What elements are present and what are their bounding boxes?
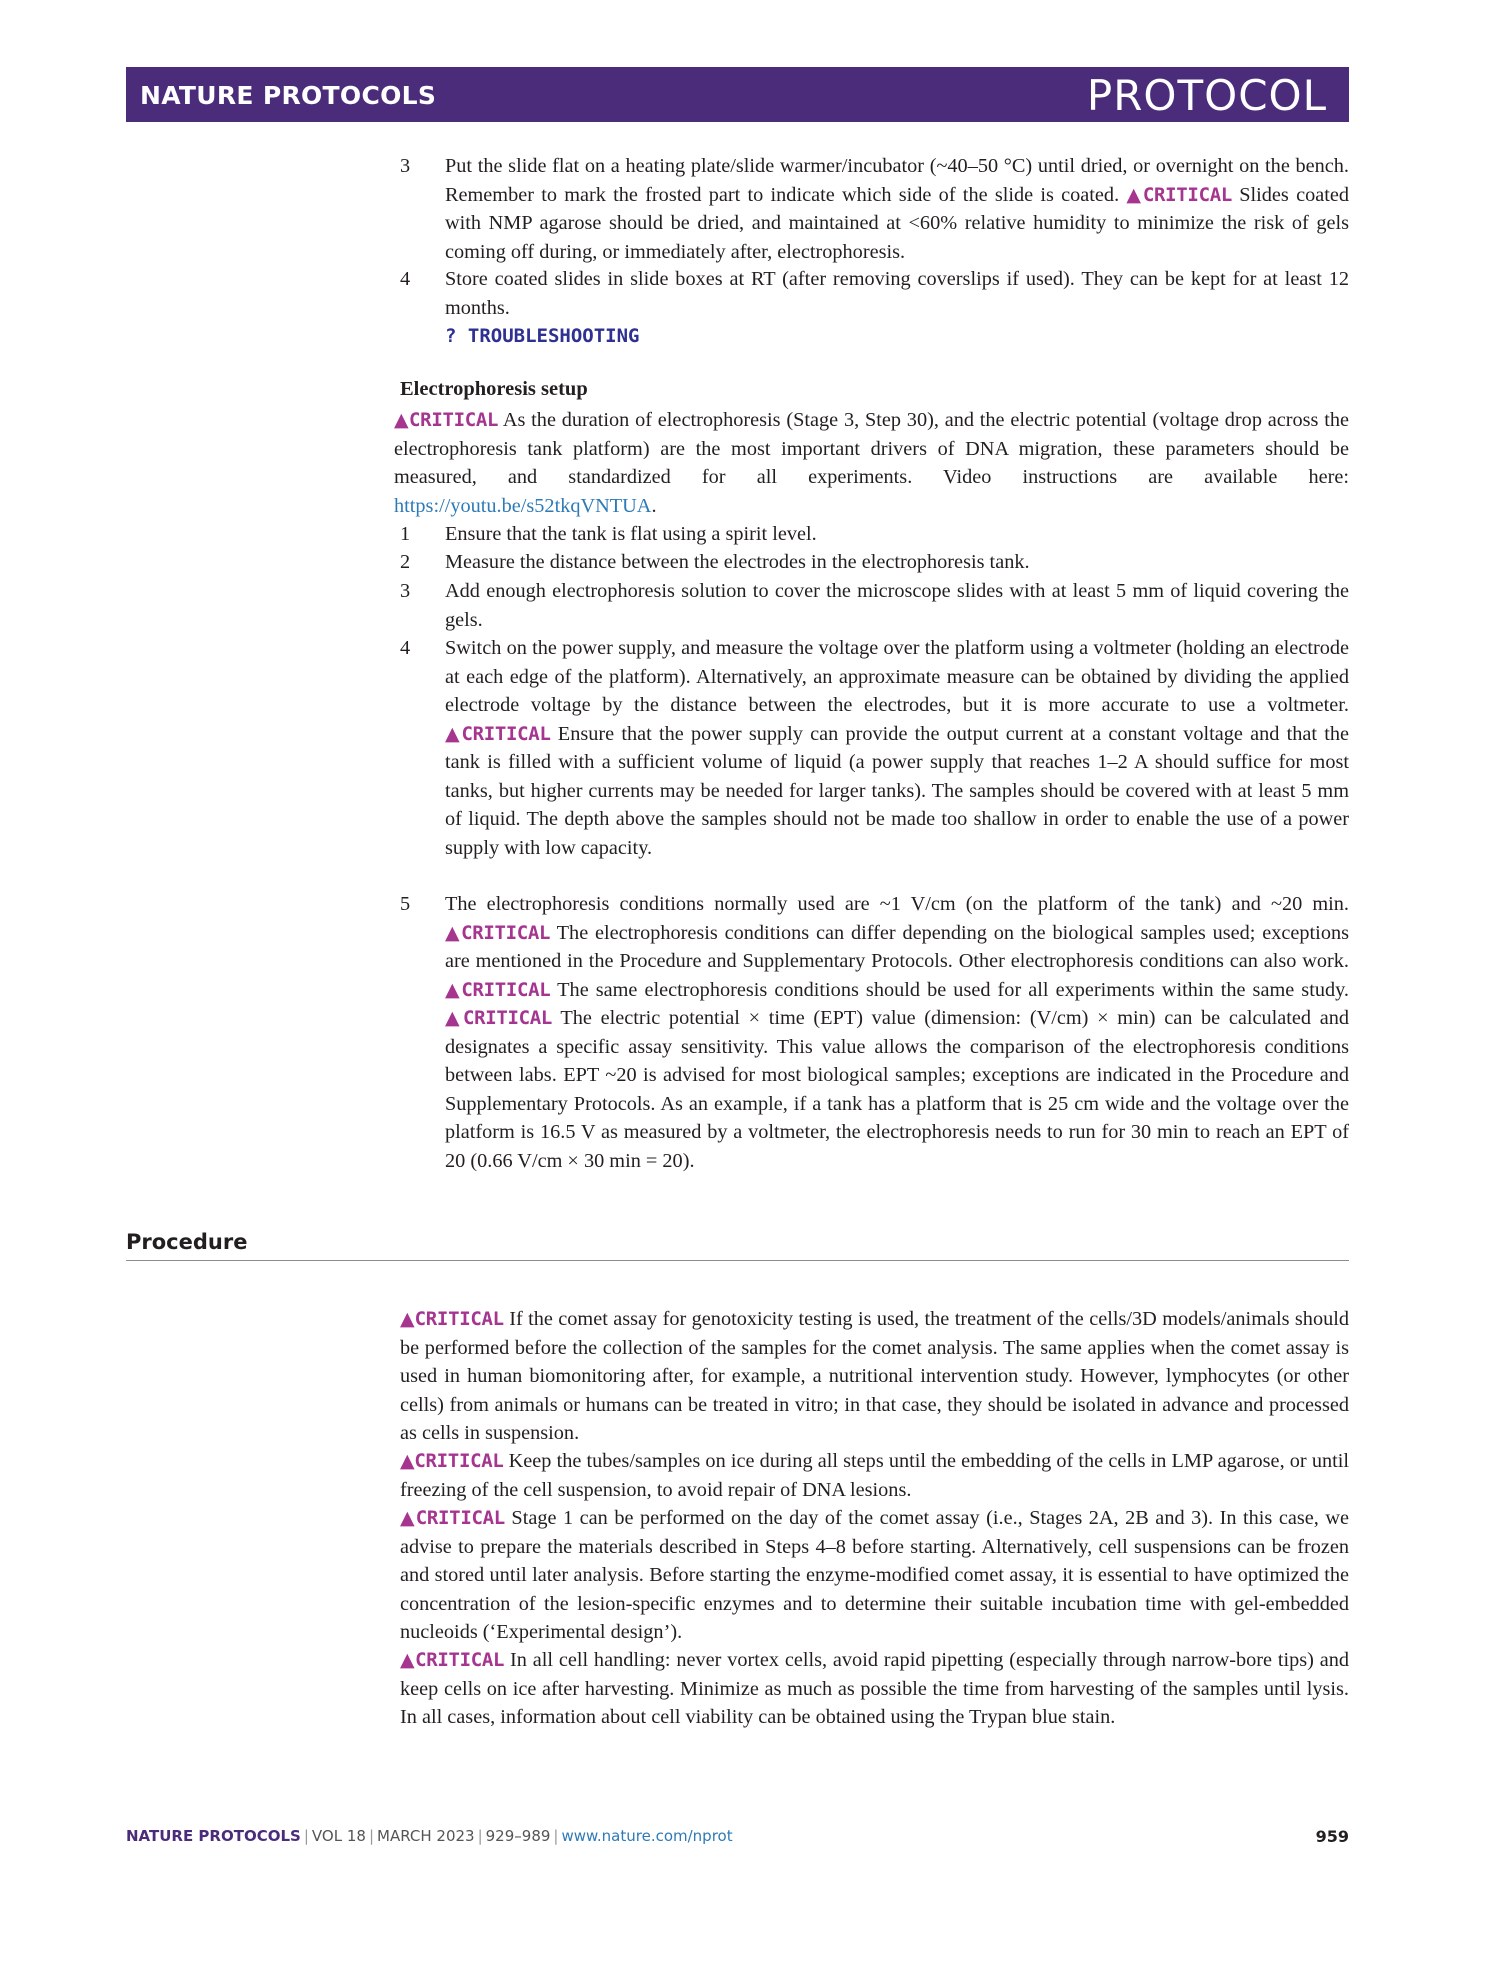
critical-label: ▲CRITICAL [400, 1308, 504, 1330]
electro-step-5: 5 The electrophoresis conditions normally used are ~1 V/cm (on the platform of the tank) and ~20 min. ▲CRITICAL The electrophoresis conditions can differ depending on the biological samples used; exceptions are mentioned in the Procedure and Supplementary Protocols. Other electrophoresis conditions can also work. ▲CRITICAL The same electrophoresis conditions should be used for all experiments within the same study. ▲CRITICAL The electric potential × time (EPT) value (dimension: (V/cm) × min) can be calculated and designates a specific assay sensitivity. This value allows the comparison of the electrophoresis conditions between labs. EPT ~20 is advised for most biological samples; exceptions are indicated in the Procedure and Supplementary Protocols. As an example, if a tank has a platform that is 25 cm wide and the voltage over the platform is 16.5 V as measured by a voltmeter, the electrophoresis needs to run for 30 min to reach an EPT of 20 (0.66 V/cm × 30 min = 20). [400, 893, 1350, 1172]
warning-triangle-icon: ▲ [400, 1450, 415, 1472]
procedure-heading: Procedure [126, 1230, 248, 1254]
step-number: 3 [400, 155, 411, 177]
warning-triangle-icon: ▲ [400, 1649, 416, 1671]
footer-volume: VOL 18 [311, 1827, 366, 1845]
warning-triangle-icon: ▲ [400, 1507, 416, 1529]
critical-label: ▲CRITICAL [394, 409, 499, 431]
troubleshooting-link[interactable]: ? TROUBLESHOOTING [445, 325, 640, 347]
warning-triangle-icon: ▲ [445, 1007, 463, 1029]
video-link[interactable]: https://youtu.be/s52tkqVNTUA [394, 494, 652, 517]
warning-triangle-icon: ▲ [400, 1308, 415, 1330]
slide-step-3: 3 Put the slide flat on a heating plate/slide warmer/incubator (~40–50 °C) until dried, or overnight on the bench. Remember to mark the frosted part to indicate which side of the slide is coated. ▲CRITICAL Slides coated with NMP agarose should be dried, and maintained at <60% relative humidity to minimize the risk of gels coming off during, or immediately after, electrophoresis. [400, 152, 1349, 266]
critical-label: ▲CRITICAL [445, 978, 551, 1001]
critical-label: ▲CRITICAL [445, 1007, 553, 1029]
procedure-critical-3: ▲CRITICAL Stage 1 can be performed on the day of the comet assay (i.e., Stages 2A, 2B and 3). In this case, we advise to prepare the materials described in Steps 4–8 before starting. Alternatively, cell suspensions can be frozen and stored until later analysis. Before starting the enzyme-modified comet assay, it is essential to have optimized the concentration of the lesion-specific enzymes and to determine their suitable incubation time with gel-embedded nucleoids (‘Experimental design’). [400, 1507, 1349, 1643]
critical-label: ▲CRITICAL [1126, 183, 1232, 206]
footer-url[interactable]: www.nature.com/nprot [561, 1827, 733, 1845]
electro-step-4: 4 Switch on the power supply, and measure the voltage over the platform using a voltmeter (holding an electrode at each edge of the platform). Alternatively, an approximate measure can be obtained by dividing the applied electrode voltage by the distance between the electrodes, but it is more accurate to use a voltmeter. ▲CRITICAL Ensure that the power supply can provide the output current at a constant voltage and that the tank is filled with a sufficient volume of liquid (a power supply that reaches 1–2 A should suffice for most tanks, but higher currents may be needed for larger tanks). The samples should be covered with at least 5 mm of liquid. The depth above the samples should not be made too shallow in order to enable the use of a power supply with low capacity. [400, 637, 1350, 859]
electro-step-2: 2 Measure the distance between the electrodes in the electrophoresis tank. [400, 551, 1030, 573]
electrophoresis-intro: ▲CRITICAL As the duration of electrophoresis (Stage 3, Step 30), and the electric potential (voltage drop across the electrophoresis tank platform) are the most important drivers of DNA migration, these parameters should be measured, and standardized for all experiments. Video instructions are available here: https://youtu.be/s52tkqVNTUA. [394, 409, 1350, 517]
warning-triangle-icon: ▲ [445, 921, 462, 944]
step-number: 4 [400, 268, 411, 290]
journal-header-bar [126, 67, 1349, 122]
warning-triangle-icon: ▲ [1126, 183, 1143, 206]
procedure-critical-4: ▲CRITICAL In all cell handling: never vortex cells, avoid rapid pipetting (especially through narrow-bore tips) and keep cells on ice after harvesting. Minimize as much as possible the time from harvesting of the samples until lysis. In all cases, information about cell viability can be obtained using the Trypan blue stain. [400, 1649, 1350, 1728]
warning-triangle-icon: ▲ [394, 409, 410, 431]
footer-date: MARCH 2023 [377, 1827, 475, 1845]
journal-name: NATURE PROTOCOLS [140, 81, 437, 110]
critical-label: ▲CRITICAL [400, 1507, 505, 1529]
warning-triangle-icon: ▲ [445, 978, 462, 1001]
section-divider [126, 1260, 1349, 1261]
page-number: 959 [1315, 1827, 1349, 1846]
procedure-critical-2: ▲CRITICAL Keep the tubes/samples on ice during all steps until the embedding of the cells in LMP agarose, or until freezing of the cell suspension, to avoid repair of DNA lesions. [400, 1450, 1349, 1501]
footer-journal: NATURE PROTOCOLS [126, 1827, 301, 1845]
critical-label: ▲CRITICAL [400, 1649, 505, 1671]
electro-step-1: 1 Ensure that the tank is flat using a spirit level. [400, 523, 817, 545]
critical-label: ▲CRITICAL [445, 921, 551, 944]
article-type: PROTOCOL [1086, 71, 1327, 120]
critical-label: ▲CRITICAL [400, 1450, 504, 1472]
electro-step-3: 3 Add enough electrophoresis solution to cover the microscope slides with at least 5 mm of liquid covering the gels. [400, 580, 1349, 631]
warning-triangle-icon: ▲ [445, 722, 462, 745]
slide-step-4: 4 Store coated slides in slide boxes at RT (after removing coverslips if used). They can be kept for at least 12 months. ? TROUBLESHOOTING [400, 265, 1349, 351]
footer-pages: 929–989 [485, 1827, 551, 1845]
critical-label: ▲CRITICAL [445, 722, 551, 745]
procedure-critical-1: ▲CRITICAL If the comet assay for genotoxicity testing is used, the treatment of the cells/3D models/animals should be performed before the collection of the samples for the comet analysis. The same applies when the comet assay is used in human biomonitoring after, for example, a nutritional intervention study. However, lymphocytes (or other cells) from animals or humans can be treated in vitro; in that case, they should be isolated in advance and processed as cells in suspension. [400, 1308, 1349, 1444]
page-footer: NATURE PROTOCOLS | VOL 18 | MARCH 2023 | 929–989 | www.nature.com/nprot 959 [126, 1827, 1349, 1846]
section-subheading: Electrophoresis setup [400, 378, 588, 400]
